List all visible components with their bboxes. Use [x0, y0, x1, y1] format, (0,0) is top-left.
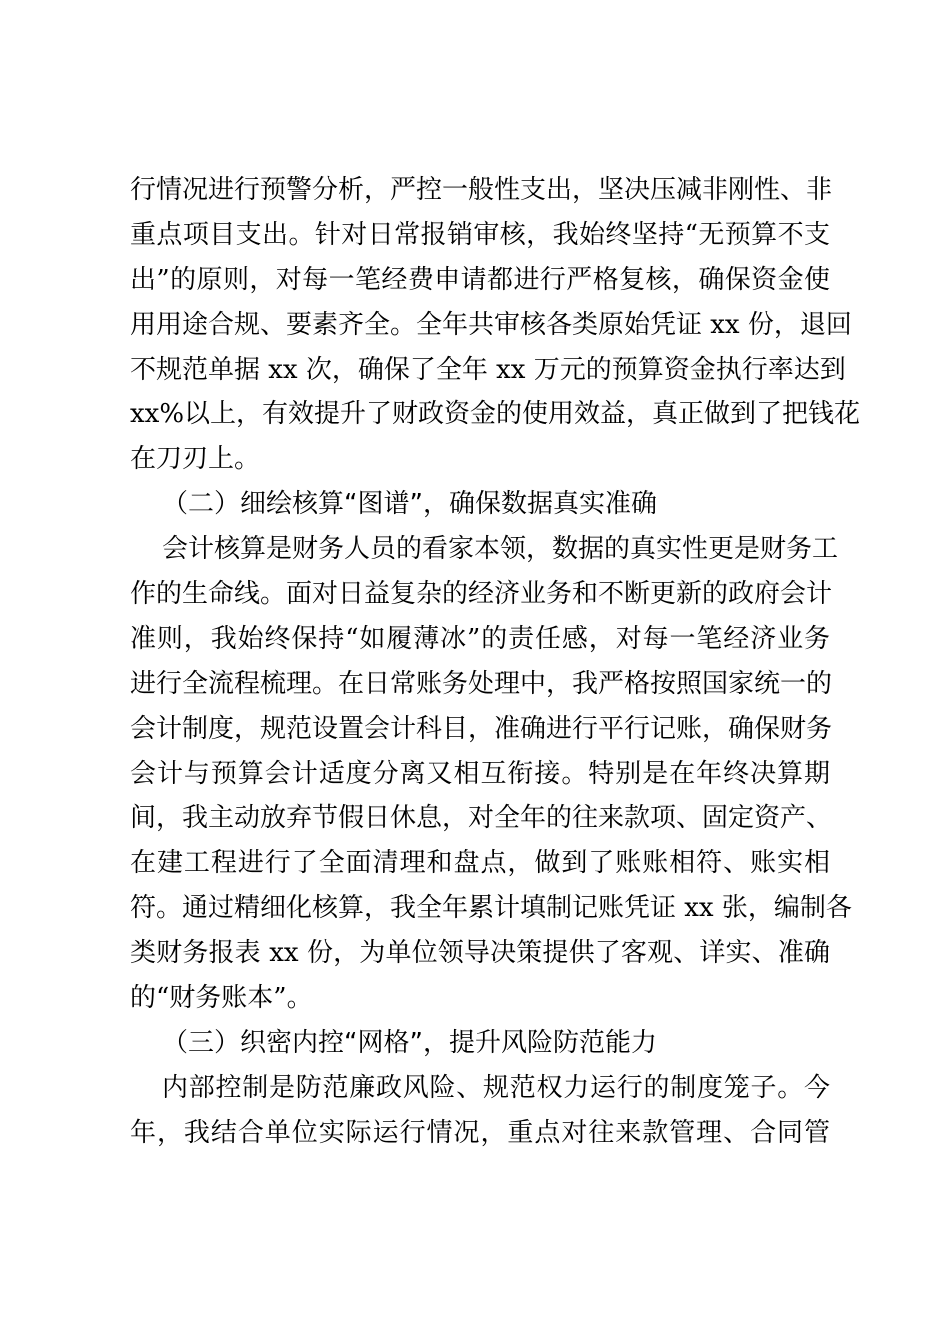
text-line: 会计制度，规范设置会计科目，准确进行平行记账，确保财务	[130, 713, 833, 744]
paragraph-budget-execution	[130, 168, 861, 482]
text-line: 行情况进行预警分析，严控一般性支出，坚决压减非刚性、非	[130, 175, 833, 205]
paragraph-accounting	[130, 527, 852, 1021]
text-line: 用用途合规、要素齐全。全年共审核各类原始凭证 xx 份，退回	[130, 309, 852, 340]
text-line: 的“财务账本”。	[130, 983, 313, 1014]
text-line: 会计与预算会计适度分离又相互衔接。特别是在年终决算期	[130, 758, 830, 789]
text-line: 重点项目支出。针对日常报销审核，我始终坚持“无预算不支	[130, 219, 830, 250]
text-line: 内部控制是防范廉政风险、规范权力运行的制度笼子。今	[162, 1072, 830, 1103]
text-line: 在刀刃上。	[130, 444, 261, 475]
text-line: 符。通过精细化核算，我全年累计填制记账凭证 xx 张，编制各	[130, 893, 852, 924]
text-line: xx%以上，有效提升了财政资金的使用效益，真正做到了把钱花	[130, 399, 861, 430]
text-line: 间，我主动放弃节假日休息，对全年的往来款项、固定资产、	[130, 803, 833, 834]
text-line: 年，我结合单位实际运行情况，重点对往来款管理、合同管	[130, 1117, 830, 1148]
paragraph-internal-control	[130, 1066, 830, 1156]
text-line: 准则，我始终保持“如履薄冰”的责任感，对每一笔经济业务	[130, 623, 830, 654]
text-line: 类财务报表 xx 份，为单位领导决策提供了客观、详实、准确	[130, 938, 830, 969]
text-line: 会计核算是财务人员的看家本领，数据的真实性更是财务工	[162, 534, 839, 565]
text-line: 进行全流程梳理。在日常账务处理中，我严格按照国家统一的	[130, 668, 833, 699]
text-line: 不规范单据 xx 次，确保了全年 xx 万元的预算资金执行率达到	[130, 354, 846, 385]
section-heading-2: （二）细绘核算“图谱”，确保数据真实准确	[162, 489, 657, 520]
text-line: 作的生命线。面对日益复杂的经济业务和不断更新的政府会计	[130, 579, 833, 610]
section-heading-3: （三）织密内控“网格”，提升风险防范能力	[162, 1027, 657, 1058]
text-line: 出”的原则，对每一笔经费申请都进行严格复核，确保资金使	[130, 264, 830, 295]
text-line: 在建工程进行了全面清理和盘点，做到了账账相符、账实相	[130, 848, 830, 879]
document-page	[130, 168, 861, 1156]
